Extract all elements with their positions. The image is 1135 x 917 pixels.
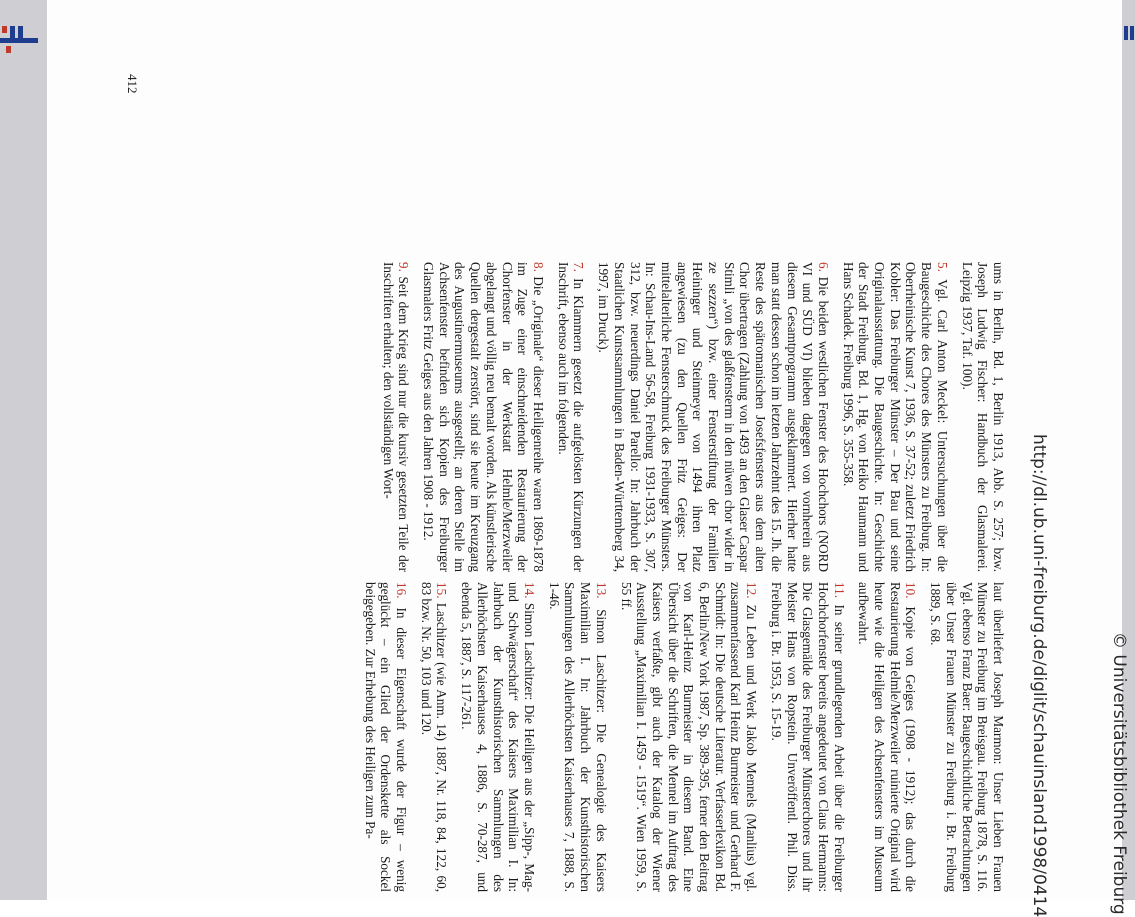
footnote-text: Die beiden westlichen Fenster des Hochchors (NORD VI und SÜD VI) blieben dagegen von vornherein aus diesem Gesamtprogramm ausgeklammert. Hierher hatte man statt dessen schon im letzten Jahrzehnt des 15. Jh. die Reste des spätromanischen Josefsfensters aus dem alten Chor übertragen (Zahlung von 1493 an den Glaser Caspar Stimli „von des glaßfensterm in den nüwen chor wider in ze sezzen“) bzw. einer Fensterstiftung der Familien Heininger und Steinmeyer von 1494 ihren Platz angewiesen (zu den Quellen Fritz Geiges: Der mittelalterliche Fensterschmuck des Freiburger Münsters. In: Schau-Ins-Land 56-58, Freiburg 1931-1933, S. 307, 312, bzw. neuerdings Daniel Parello: In: Jahrbuch der Staatlichen Kunstsammlungen in Baden-Württemberg 34, 1997, im Druck). <box>596 262 831 572</box>
footnote-10 <box>856 582 919 892</box>
footnote-cont <box>959 262 1006 572</box>
footnote-15 <box>418 582 449 892</box>
watermark-rights: © Universitätsbibliothek Freiburg <box>1109 632 1129 915</box>
footnotes-column-1 <box>371 262 1006 572</box>
footnote-text: ums in Berlin, Bd. 1, Berlin 1913, Abb. S. 257; bzw. Joseph Ludwig Fischer: Handbuch der Glasmalerei. Leipzig 1937, Taf. 100). <box>959 262 1006 572</box>
footnote-text: Seit dem Krieg sind nur die kursiv gesetzten Teile der Inschriften erhalten; den vollständigen Wort- <box>380 262 412 572</box>
footnote-number: 12. <box>744 582 760 599</box>
library-logo <box>0 18 40 58</box>
footnote-9 <box>380 262 411 572</box>
footnote-number: 10. <box>903 582 919 599</box>
page-number: 412 <box>125 74 140 94</box>
footnote-text: In Klammern gesetzt die aufgelösten Kürzungen der Inschrift, ebenso auch im folgenden. <box>555 262 587 573</box>
footnote-text: Simon Laschitzer: Die Genealogie des Kaisers Maximilian I. In: Jahrbuch der Kunsthistorischen Sammlungen des Allerhöchsten Kaiserhauses 7, 1888, S. 1-46. <box>546 582 609 892</box>
footnote-13 <box>546 582 609 892</box>
footnote-7 <box>555 262 586 572</box>
footnote-11 <box>768 582 847 892</box>
footnote-number: 8. <box>531 262 547 272</box>
library-logo-right <box>1122 26 1135 42</box>
footnote-number: 6. <box>815 262 831 272</box>
left-margin-strip <box>0 0 47 900</box>
footnote-text: Laschitzer (wie Anm. 14) 1887, Nr. 118, 84, 122, 60, 83 bzw. Nr. 50, 103 und 120. <box>418 582 450 892</box>
footnote-text: Kopie von Geiges (1908 - 1912); das durch die Restaurierung Helmle/Merzweiler ruinierte Original wird heute wie die Heiligen des Achsenfensters im Museum aufbewahrt. <box>856 582 919 892</box>
watermark-url: http://dl.ub.uni-freiburg.de/diglit/schauinsland1998/0414 <box>1029 434 1049 917</box>
footnote-number: 9. <box>396 262 412 272</box>
footnote-cont <box>927 582 1006 892</box>
footnotes-column-2 <box>353 582 1006 892</box>
footnote-number: 15. <box>434 582 450 599</box>
footnote-number: 16. <box>394 582 410 599</box>
footnote-text: laut überliefert Joseph Marmon: Unser Lieben Frauen Münster zu Freiburg im Breisgau. Freiburg 1878, S. 116. Vgl. ebenso Franz Baer: Baugeschichtliche Betrachtungen über Unser Frauen Münster zu Freiburg i. Br. Freiburg 1889, S. 68. <box>928 582 1006 892</box>
footnote-text: In seiner grundlegenden Arbeit über die Freiburger Hochchorfenster bereits angedeutet von Claus Hermanns: Die Glasgemälde des Freiburger Münsterchores und ihr Meister Hans von Ropstein. Unveröffentl. Phil. Diss. Freiburg i. Br. 1953, S. 15-19. <box>768 582 847 893</box>
footnote-text: Zu Leben und Werk Jakob Mennels (Manlius) vgl. zusammenfassend Karl Heinz Burmeister und Gerhard F. Schmidt: In: Die deutsche Literatur. Verfasserlexikon Bd. 6, Berlin/New York 1987, Sp. 389-395, ferner den Beitrag von Karl-Heinz Burmeister in diesem Band. Eine Übersicht über die Schriften, die Mennel im Auftrag des Kaisers verfaßte, gibt auch der Katalog der Wiener Ausstellung „Maximilian I. 1459 - 1519“. Wien 1959, S. 55 ff. <box>618 582 760 893</box>
footnote-14 <box>459 582 538 892</box>
footnote-number: 14. <box>522 582 538 599</box>
footnote-text: Simon Laschitzer: Die Heiligen aus der „Sipp-, Mag- und Schwägerschaft“ des Kaisers Maximilian I. In: Jahrbuch der Kunsthistorischen Sammlungen des Allerhöchsten Kaiserhauses 4, 1886, S. 70-287, und ebenda 5, 1887, S. 117-261. <box>459 582 538 892</box>
footnote-number: 13. <box>593 582 609 599</box>
footnote-number: 11. <box>831 582 847 598</box>
footnote-text: In dieser Eigenschaft wurde der Figur – wenig geglückt – ein Glied der Ordenskette als Sockel beigegeben. Zur Erhebung des Heiligen zum Pa- <box>362 582 410 892</box>
footnote-number: 5. <box>934 262 950 272</box>
footnote-12 <box>618 582 759 892</box>
footnote-number: 7. <box>571 262 587 272</box>
footnote-text: Die „Originale“ dieser Heiligenreihe waren 1869-1878 im Zuge einer einschneidenden Restaurierung der Chorfenster in der Werkstatt Helmle/Merzweiler abgelangt und völlig neu bemalt worden. Als künstlerische Quellen dergestalt zerstört, sind sie heute im Kreuzgang des Augustinermuseums ausgestellt; an deren Stelle im Achsenfenster befinden sich Kopien des Freiburger Glasmalers Fritz Geiges aus den Jahren 1908 - 1912. <box>421 262 547 572</box>
footnote-text: Vgl. Carl Anton Meckel: Untersuchungen über die Baugeschichte des Chores des Münsters zu Freiburg. In: Oberrheinische Kunst 7, 1936, S. 37-52; zuletzt Friedrich Kobler: Das Freiburger Münster – Der Bau und seine Originalausstattung. Die Baugeschichte. In: Geschichte der Stadt Freiburg, Bd. 1, Hg. von Heiko Haumann und Hans Schadek. Freiburg 1996, S. 355-358. <box>840 262 950 572</box>
footnote-16 <box>362 582 409 892</box>
footnote-8 <box>420 262 546 572</box>
footnote-6 <box>595 262 831 572</box>
footnote-5 <box>840 262 950 572</box>
